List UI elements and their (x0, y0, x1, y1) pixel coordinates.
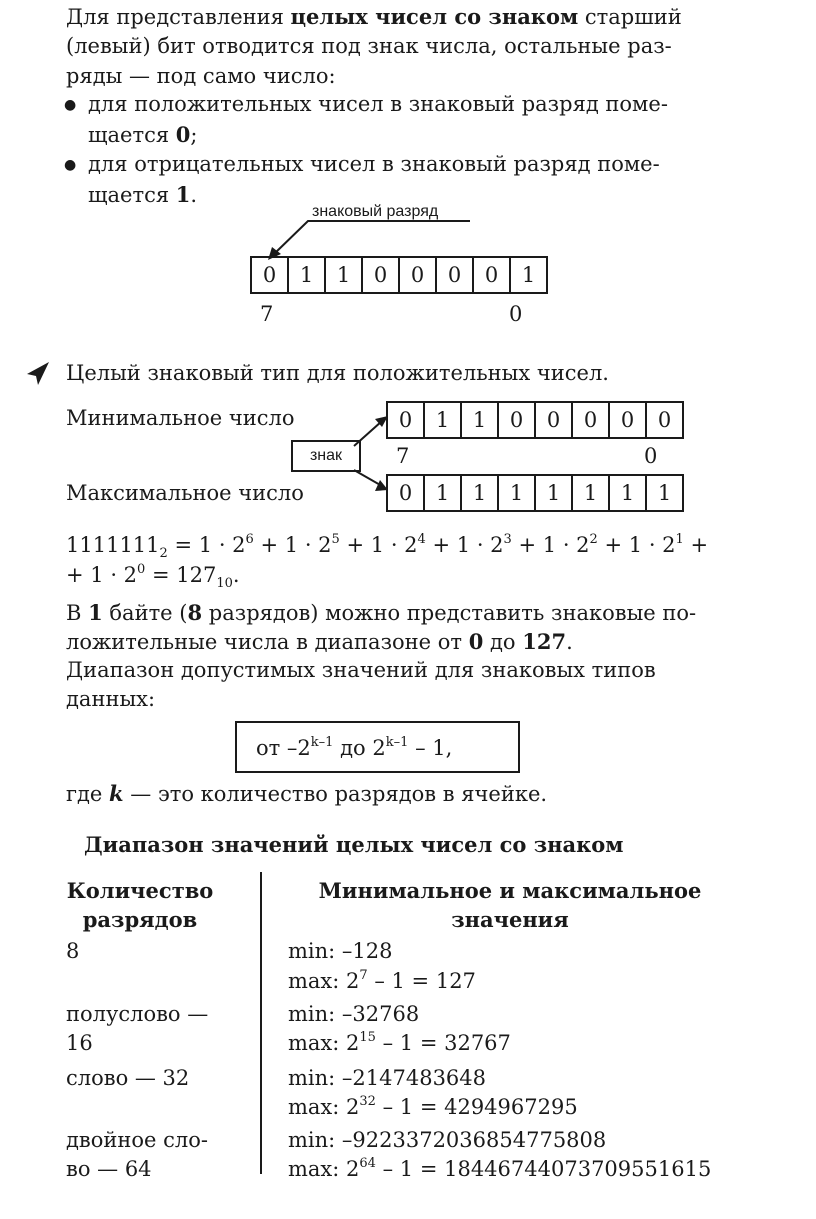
para-text: ложительные числа в диапазоне от (66, 630, 469, 654)
formula-exp: k–1 (385, 735, 409, 750)
intro-bold-term: целых чисел со знаком (290, 4, 579, 29)
section-title: Целый знаковый тип для положительных чисел. (66, 361, 609, 385)
bit-cell: 0 (388, 403, 425, 437)
bullet-1-line-2 (88, 120, 197, 150)
col2-header-line-1: Минимальное и максимальное (318, 878, 702, 903)
bullet-text: щается (88, 183, 176, 207)
bullet-bold: 1 (175, 182, 191, 207)
expansion-formula-line-2: + $1 \cdot 2^0 = 127_{10}$. (66, 562, 240, 591)
bullet-2-line-2 (88, 180, 197, 210)
bit-cell: 1 (521, 263, 536, 287)
table-row-max (288, 1093, 578, 1122)
bit-cell: 0 (573, 403, 610, 437)
bit-cell: 1 (536, 476, 573, 510)
formula-text: 1 (198, 533, 213, 557)
bit-index-7: 7 (396, 444, 410, 468)
bit-index-7: 7 (260, 302, 274, 326)
formula-result: 127 (176, 563, 217, 587)
para-bold: 1 (88, 600, 103, 625)
variable-k: k (109, 781, 124, 806)
max-text: max: 2 (288, 1031, 360, 1055)
expansion-formula-line-1: $1111111_2 = 1 \cdot 2^6 + 1 \cdot 2^5 + 1 \cdot 2^4 + 1 \cdot 2^3 + 1 \cdot 2^2 + 1 \cdot 2^1$ + (66, 532, 709, 561)
intro-line-1 (66, 2, 682, 32)
max-exp: 64 (359, 1156, 376, 1171)
table-row-bits: полуслово — (66, 1002, 209, 1026)
bit-cell: 0 (474, 258, 511, 292)
bullet-text: щается (88, 123, 176, 147)
table-row-bits: слово — 32 (66, 1066, 190, 1090)
bullet-2-line-1: для отрицательных чисел в знаковый разряд поме- (88, 152, 660, 176)
max-bit-cells (386, 474, 684, 512)
intro-text: Для представления (66, 5, 291, 29)
col2-header-line-2: значения (451, 907, 569, 932)
bit-cell: 1 (289, 258, 326, 292)
bit-cell: 1 (425, 476, 462, 510)
bullet-icon: ● (64, 97, 77, 113)
bit-cell: 0 (610, 403, 647, 437)
bit-cell: 0 (252, 258, 289, 292)
bit-index-0: 0 (644, 444, 658, 468)
bit-cell: 1 (425, 403, 462, 437)
para-text: — это количество разрядов в ячейке. (123, 782, 548, 806)
para-bold: 8 (187, 600, 203, 625)
formula-exp: 1 (675, 532, 684, 547)
para-text: В (66, 601, 89, 625)
bullet-text: . (190, 183, 198, 207)
bit-cell: 0 (499, 403, 536, 437)
bit-cell: 0 (388, 476, 425, 510)
bit-cell: 0 (363, 258, 400, 292)
para-bold: 127 (522, 629, 567, 654)
formula-exp: 4 (417, 532, 426, 547)
bullet-icon: ● (64, 157, 77, 173)
table-row-max (288, 1029, 511, 1058)
formula-text: 1 (284, 533, 299, 557)
para-text: . (566, 630, 573, 654)
formula-exp: 5 (331, 532, 340, 547)
table-row-min: min: –32768 (288, 1002, 420, 1026)
bit-cell: 1 (610, 476, 647, 510)
bit-index-0: 0 (509, 302, 523, 326)
bit-cell: 0 (536, 403, 573, 437)
para2-line-2 (66, 627, 573, 657)
bit-cell: 1 (657, 481, 672, 505)
formula-text: 1 (456, 533, 471, 557)
table-row-bits: 8 (66, 939, 80, 963)
formula-text: до 2 (333, 736, 386, 760)
table-row-bits-2: 16 (66, 1031, 93, 1055)
bullet-bold: 0 (175, 122, 191, 147)
intro-line-3: ряды — под само число: (66, 64, 336, 88)
max-exp: 15 (359, 1030, 376, 1045)
formula-base: 10 (216, 576, 233, 591)
para3-line-1: Диапазон допустимых значений для знаковых типов (66, 658, 656, 682)
table-row-bits: двойное сло- (66, 1128, 208, 1152)
bit-cells-example (250, 256, 548, 294)
max-text: – 1 = 18446744073709551615 (375, 1157, 712, 1181)
intro-text: старший (578, 5, 682, 29)
bullet-text: ; (190, 123, 198, 147)
max-text: max: 2 (288, 969, 360, 993)
formula-text: 1 (370, 533, 385, 557)
formula-base: 2 (159, 546, 168, 561)
bullet-1-line-1: для положительных чисел в знаковый разряд поме- (88, 92, 668, 116)
table-row-max (288, 967, 476, 996)
bit-cell: 1 (462, 476, 499, 510)
max-exp: 32 (359, 1094, 376, 1109)
max-text: – 1 = 4294967295 (375, 1095, 578, 1119)
table-row-max (288, 1155, 711, 1184)
para-text: разрядов) можно представить знаковые по- (202, 601, 697, 625)
table-row-min: min: –9223372036854775808 (288, 1128, 607, 1152)
bit-cell: 1 (499, 476, 536, 510)
para-text: до (483, 630, 523, 654)
min-bit-cells (386, 401, 684, 439)
table-row-min: min: –2147483648 (288, 1066, 487, 1090)
para2-line-1 (66, 598, 696, 628)
para-bold: 0 (468, 629, 484, 654)
col1-header-line-2: разрядов (82, 907, 198, 932)
bit-cell: 0 (400, 258, 437, 292)
bit-cell: 1 (462, 403, 499, 437)
formula-exp: 3 (503, 532, 512, 547)
max-text: – 1 = 127 (367, 969, 476, 993)
max-exp: 7 (359, 968, 368, 983)
max-text: max: 2 (288, 1157, 360, 1181)
where-line (66, 779, 547, 809)
bit-cell: 0 (437, 258, 474, 292)
pointer-arrow-icon (25, 360, 51, 386)
table-row-bits-2: во — 64 (66, 1157, 152, 1181)
max-number-label: Максимальное число (66, 481, 304, 505)
formula-exp: 2 (589, 532, 598, 547)
formula-exp: 6 (245, 532, 254, 547)
formula-text: 1 (90, 563, 104, 587)
sign-box: знак (291, 440, 361, 472)
para-text: байте ( (102, 601, 188, 625)
formula-text: 1 (542, 533, 557, 557)
para3-line-2: данных: (66, 687, 156, 711)
formula-text: – 1, (408, 736, 453, 760)
formula-text: от –2 (256, 736, 311, 760)
intro-line-2: (левый) бит отводится под знак числа, остальные раз- (66, 34, 672, 58)
min-number-label: Минимальное число (66, 406, 295, 430)
col1-header-line-1: Количество (66, 878, 214, 903)
bit-cell: 0 (657, 408, 672, 432)
para-text: где (66, 782, 110, 806)
formula-text: 1 (628, 533, 643, 557)
formula-text: 1111111 (66, 533, 160, 557)
range-formula (256, 734, 452, 763)
max-text: max: 2 (288, 1095, 360, 1119)
table-divider (260, 872, 262, 1174)
max-text: – 1 = 32767 (375, 1031, 511, 1055)
table-title: Диапазон значений целых чисел со знаком (84, 832, 624, 857)
table-row-min: min: –128 (288, 939, 393, 963)
bit-cell: 1 (326, 258, 363, 292)
formula-exp: k–1 (310, 735, 334, 750)
formula-exp: 0 (137, 562, 146, 577)
bit-cell: 1 (573, 476, 610, 510)
sign-bit-label: знаковый разряд (312, 203, 439, 220)
